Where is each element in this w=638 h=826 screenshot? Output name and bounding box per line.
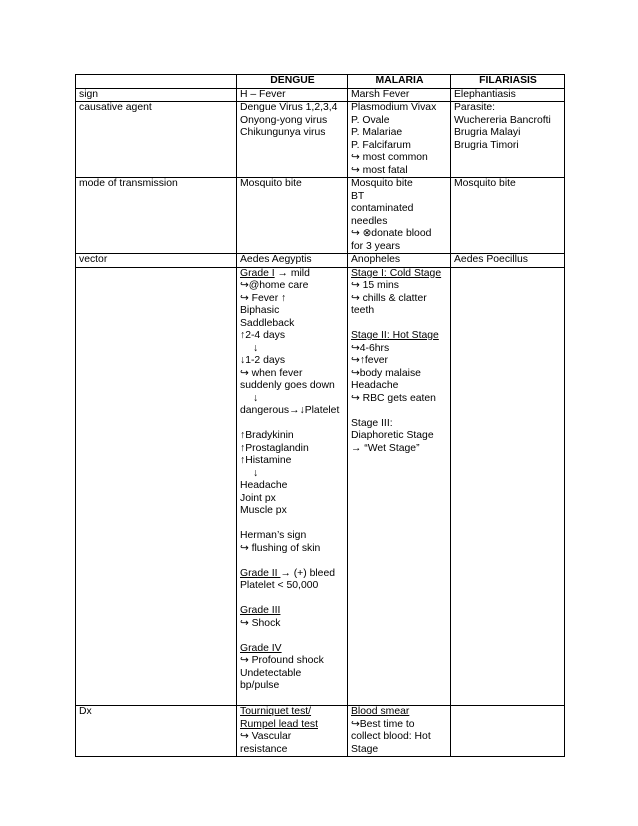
grade-1-line: ↓1-2 days bbox=[240, 355, 286, 366]
mediator-line: ↑Bradykinin bbox=[240, 430, 294, 441]
row-label-vector: vector bbox=[76, 254, 237, 268]
grade-1-line: ↑2-4 days bbox=[240, 330, 286, 341]
agent-dengue-line: Chikungunya virus bbox=[240, 127, 326, 138]
grade-4-line: ↪ Profound shock bbox=[240, 655, 324, 666]
table-row-causative-agent bbox=[76, 102, 565, 178]
spacer bbox=[351, 405, 448, 418]
down-arrow-icon: ↓ bbox=[253, 392, 259, 404]
stages-dengue bbox=[237, 267, 348, 706]
table-row-vector bbox=[76, 254, 565, 268]
dx-malaria-line: Stage bbox=[351, 743, 379, 755]
dx-malaria-test: Blood smear bbox=[351, 706, 410, 717]
dx-dengue-line: ↪ Vascular bbox=[240, 731, 292, 742]
grade-1-line: ↪ Fever ↑ bbox=[240, 292, 287, 304]
row-label-dx: Dx bbox=[76, 706, 237, 757]
grade-1-line: ↪ when fever bbox=[240, 367, 303, 379]
stage-2-line: ↪4-6hrs bbox=[351, 342, 390, 354]
table-row-transmission bbox=[76, 178, 565, 254]
herman-sign-line: Herman’s sign bbox=[240, 530, 307, 541]
grade-1-desc: → mild bbox=[274, 267, 310, 279]
grade-1-line: Saddleback bbox=[240, 317, 295, 329]
dx-filariasis bbox=[451, 706, 565, 757]
header-malaria: MALARIA bbox=[348, 75, 451, 89]
grade-4-title: Grade IV bbox=[240, 642, 282, 654]
stage-2-title: Stage II: Hot Stage bbox=[351, 330, 439, 341]
dx-malaria-line: collect blood: Hot bbox=[351, 731, 431, 742]
grade-1-heading bbox=[240, 268, 345, 281]
transmission-malaria-line: needles bbox=[351, 215, 388, 227]
grade-3-line: ↪ Shock bbox=[240, 617, 281, 629]
stage-3-line: Stage III: bbox=[351, 417, 393, 429]
stage-1-title: Stage I: Cold Stage bbox=[351, 267, 442, 279]
grade-1-line: dangerous→↓Platelet bbox=[240, 405, 340, 416]
agent-filariasis bbox=[451, 102, 565, 178]
dx-dengue-test: Tourniquet test/ bbox=[240, 706, 312, 717]
spacer bbox=[240, 630, 345, 643]
mediator-line: ↑Histamine bbox=[240, 455, 292, 466]
grade-2-desc: → (+) bleed bbox=[280, 567, 336, 579]
stage-3-line: Diaphoretic Stage bbox=[351, 430, 434, 441]
sign-malaria: Marsh Fever bbox=[348, 88, 451, 102]
stage-2-line: ↪ RBC gets eaten bbox=[351, 392, 436, 404]
transmission-malaria-line: contaminated bbox=[351, 203, 414, 214]
spacer bbox=[240, 693, 345, 706]
stage-1-line: ↪ 15 mins bbox=[351, 280, 399, 291]
grade-1-line: suddenly goes down bbox=[240, 380, 335, 391]
transmission-dengue: Mosquito bite bbox=[237, 178, 348, 254]
transmission-malaria-line: Mosquito bite bbox=[351, 178, 413, 189]
row-label-causative-agent: causative agent bbox=[76, 102, 237, 178]
agent-malaria-line: Plasmodium Vivax bbox=[351, 102, 437, 113]
grade-3-title: Grade III bbox=[240, 605, 281, 616]
mediator-line: Joint px bbox=[240, 492, 276, 504]
row-label-transmission: mode of transmission bbox=[76, 178, 237, 254]
grade-1-title: Grade I bbox=[240, 267, 275, 279]
spacer bbox=[240, 418, 345, 431]
transmission-filariasis: Mosquito bite bbox=[451, 178, 565, 254]
vector-dengue: Aedes Aegyptis bbox=[237, 254, 348, 268]
mediator-line: Muscle px bbox=[240, 505, 287, 516]
vector-filariasis: Aedes Poecillus bbox=[451, 254, 565, 268]
stages-filariasis bbox=[451, 267, 565, 706]
agent-filariasis-line: Parasite: bbox=[454, 102, 496, 113]
stage-2-line: ↪body malaise bbox=[351, 367, 421, 379]
stage-3-line: → “Wet Stage” bbox=[351, 442, 420, 454]
agent-malaria-line: ↪ most fatal bbox=[351, 164, 408, 176]
grade-4-line: bp/pulse bbox=[240, 680, 280, 691]
row-label-sign: sign bbox=[76, 88, 237, 102]
agent-filariasis-line: Brugria Malayi bbox=[454, 127, 521, 138]
grade-1-line: ↪@home care bbox=[240, 280, 309, 291]
spacer bbox=[240, 555, 345, 568]
transmission-malaria-line: ↪ ⊗donate blood bbox=[351, 228, 432, 239]
agent-malaria bbox=[348, 102, 451, 178]
grade-2-line: Platelet < 50,000 bbox=[240, 580, 319, 591]
dx-dengue-test: Rumpel lead test bbox=[240, 718, 318, 730]
agent-dengue-line: Onyong-yong virus bbox=[240, 114, 328, 126]
down-arrow-icon: ↓ bbox=[253, 342, 259, 354]
table-row-stages bbox=[76, 267, 565, 706]
agent-malaria-line: ↪ most common bbox=[351, 152, 428, 163]
table-row-sign bbox=[76, 88, 565, 102]
stages-malaria bbox=[348, 267, 451, 706]
stage-2-line: Headache bbox=[351, 380, 399, 391]
grade-4-line: Undetectable bbox=[240, 667, 302, 679]
stage-1-line: teeth bbox=[351, 305, 375, 316]
transmission-malaria bbox=[348, 178, 451, 254]
spacer bbox=[240, 518, 345, 531]
header-filariasis: FILARIASIS bbox=[451, 75, 565, 89]
down-arrow-icon: ↓ bbox=[253, 467, 259, 479]
agent-dengue-line: Dengue Virus 1,2,3,4 bbox=[240, 102, 338, 113]
spacer bbox=[240, 593, 345, 606]
sign-filariasis: Elephantiasis bbox=[451, 88, 565, 102]
agent-malaria-line: P. Ovale bbox=[351, 114, 390, 126]
transmission-malaria-line: BT bbox=[351, 190, 365, 202]
agent-filariasis-line: Wuchereria Bancrofti bbox=[454, 114, 551, 126]
grade-2-title: Grade II bbox=[240, 567, 281, 579]
mediator-line: Headache bbox=[240, 480, 288, 491]
vector-malaria: Anopheles bbox=[348, 254, 451, 268]
stage-1-line: ↪ chills & clatter bbox=[351, 292, 427, 304]
table-row-dx bbox=[76, 706, 565, 757]
spacer bbox=[351, 318, 448, 331]
agent-dengue bbox=[237, 102, 348, 178]
dx-dengue bbox=[237, 706, 348, 757]
dx-dengue-line: resistance bbox=[240, 743, 288, 755]
grade-1-line: Biphasic bbox=[240, 305, 280, 316]
disease-comparison-table bbox=[75, 74, 565, 757]
grade-2-heading bbox=[240, 568, 345, 581]
header-dengue: DENGUE bbox=[237, 75, 348, 89]
stage-2-line: ↪↑fever bbox=[351, 355, 389, 366]
mediator-line: ↑Prostaglandin bbox=[240, 442, 309, 454]
herman-sign-line: ↪ flushing of skin bbox=[240, 542, 321, 554]
dx-malaria-line: ↪Best time to bbox=[351, 718, 415, 730]
header-row bbox=[76, 75, 565, 89]
agent-malaria-line: P. Malariae bbox=[351, 127, 403, 138]
dx-malaria bbox=[348, 706, 451, 757]
stages-label-blank bbox=[76, 267, 237, 706]
header-blank bbox=[76, 75, 237, 89]
agent-malaria-line: P. Falcifarum bbox=[351, 139, 411, 151]
sign-dengue: H – Fever bbox=[237, 88, 348, 102]
agent-filariasis-line: Brugria Timori bbox=[454, 139, 519, 151]
transmission-malaria-line: for 3 years bbox=[351, 240, 401, 252]
